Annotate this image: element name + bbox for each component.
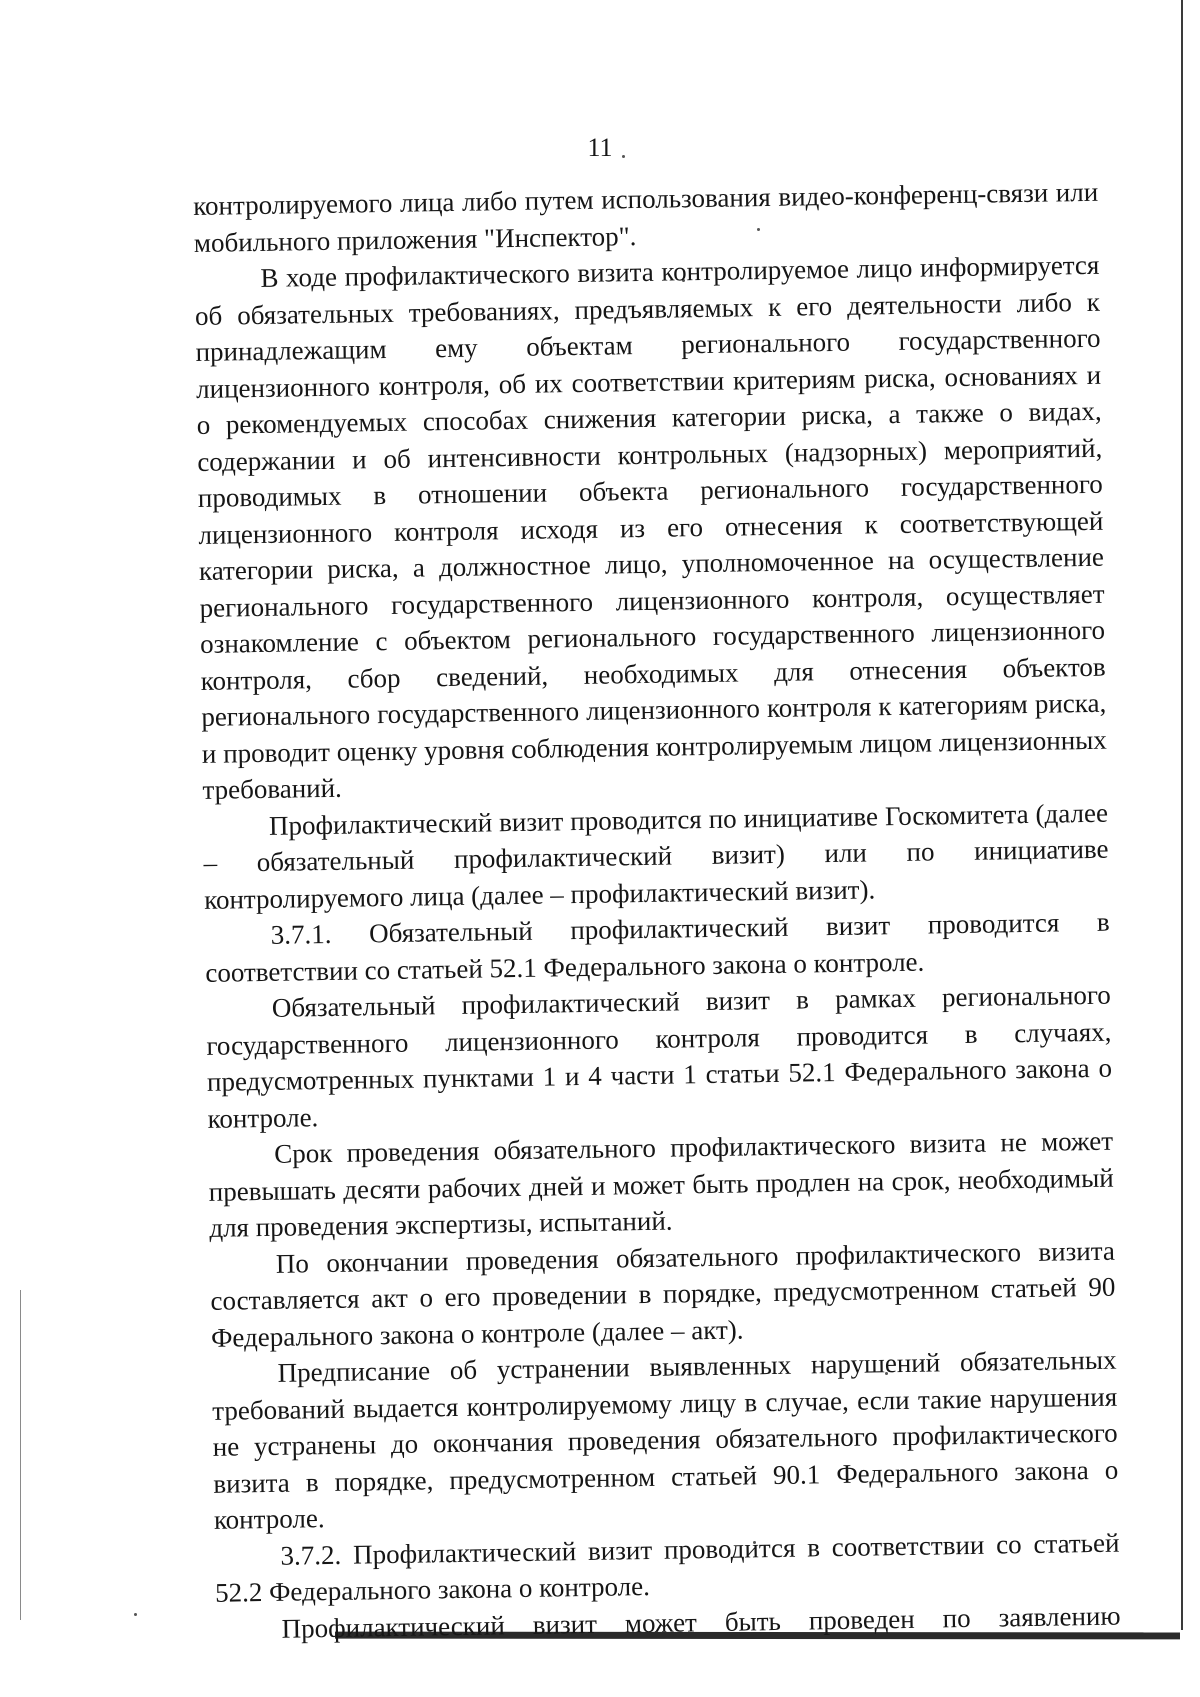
- scan-left-mark: [20, 1290, 21, 1620]
- paragraph: 3.7.2. Профилактический визит проводится в соответствии со статьей 52.2 Федерального закона о контроле.: [214, 1527, 1120, 1608]
- paragraph: Профилактический визит может быть проведен по заявлению: [281, 1600, 1121, 1644]
- page-number: 11: [587, 133, 613, 162]
- paragraph: контролируемого лица либо путем использования видео-конференц-связи или мобильного приложения "Инспектор".: [193, 176, 1099, 258]
- scan-speck: [134, 1613, 137, 1616]
- document-body: [193, 174, 1121, 1648]
- paragraph: Предписание об устранении выявленных нарушений обязательных требований выдается контролируемому лицу в случае, если такие нарушения не устранены до окончания проведения обязательного профилактического визита в порядке, предусмотренном статьей 90.1 Федерального закона о контроле.: [211, 1344, 1119, 1535]
- paragraph: Профилактический визит проводится по инициативе Госкомитета (далее – обязательный профилактический визит) или по инициативе контролируемого лица (далее – профилактический визит).: [203, 797, 1109, 915]
- paragraph: 3.7.1. Обязательный профилактический визит проводится в соответствии со статьей 52.1 Федерального закона о контроле.: [205, 906, 1110, 988]
- paragraph: По окончании проведения обязательного профилактического визита составляется акт о его проведении в порядке, предусмотренном статьей 90 Федерального закона о контроле (далее – акт).: [210, 1235, 1116, 1353]
- paragraph: Срок проведения обязательного профилактического визита не может превышать десяти рабочих дней и может быть продлен на срок, необходимый для проведения экспертизы, испытаний.: [208, 1125, 1114, 1243]
- scan-right-edge: [1181, 0, 1183, 1630]
- paragraph: Обязательный профилактический визит в рамках регионального государственного лицензионного контроля проводится в случаях, предусмотренных пунктами 1 и 4 части 1 статьи 52.1 Федерального закона о контроле.: [206, 979, 1113, 1134]
- paragraph: В ходе профилактического визита контролируемое лицо информируется об обязательных требованиях, предъявляемых к его деятельности либо к принадлежащим ему объектам регионального государственного лицензионного контроля, об их соответствии критериям риска, основаниях и о рекомендуемых способах снижения категории риска, а также о видах, содержании и об интенсивности контрольных (надзорных) мероприятий, проводимых в отношении объекта регионального государственного лицензионного контроля исходя из его отнесения к соответствующей категории риска, а должностное лицо, уполномоченное на осуществление регионального государственного лицензионного контроля, осуществляет ознакомление с объектом регионального государственного лицензионного контроля, сбор сведений, необходимых для отнесения объектов регионального государственного лицензионного контроля к категориям риска, и проводит оценку уровня соблюдения контролируемым лицом лицензионных требований.: [194, 249, 1108, 805]
